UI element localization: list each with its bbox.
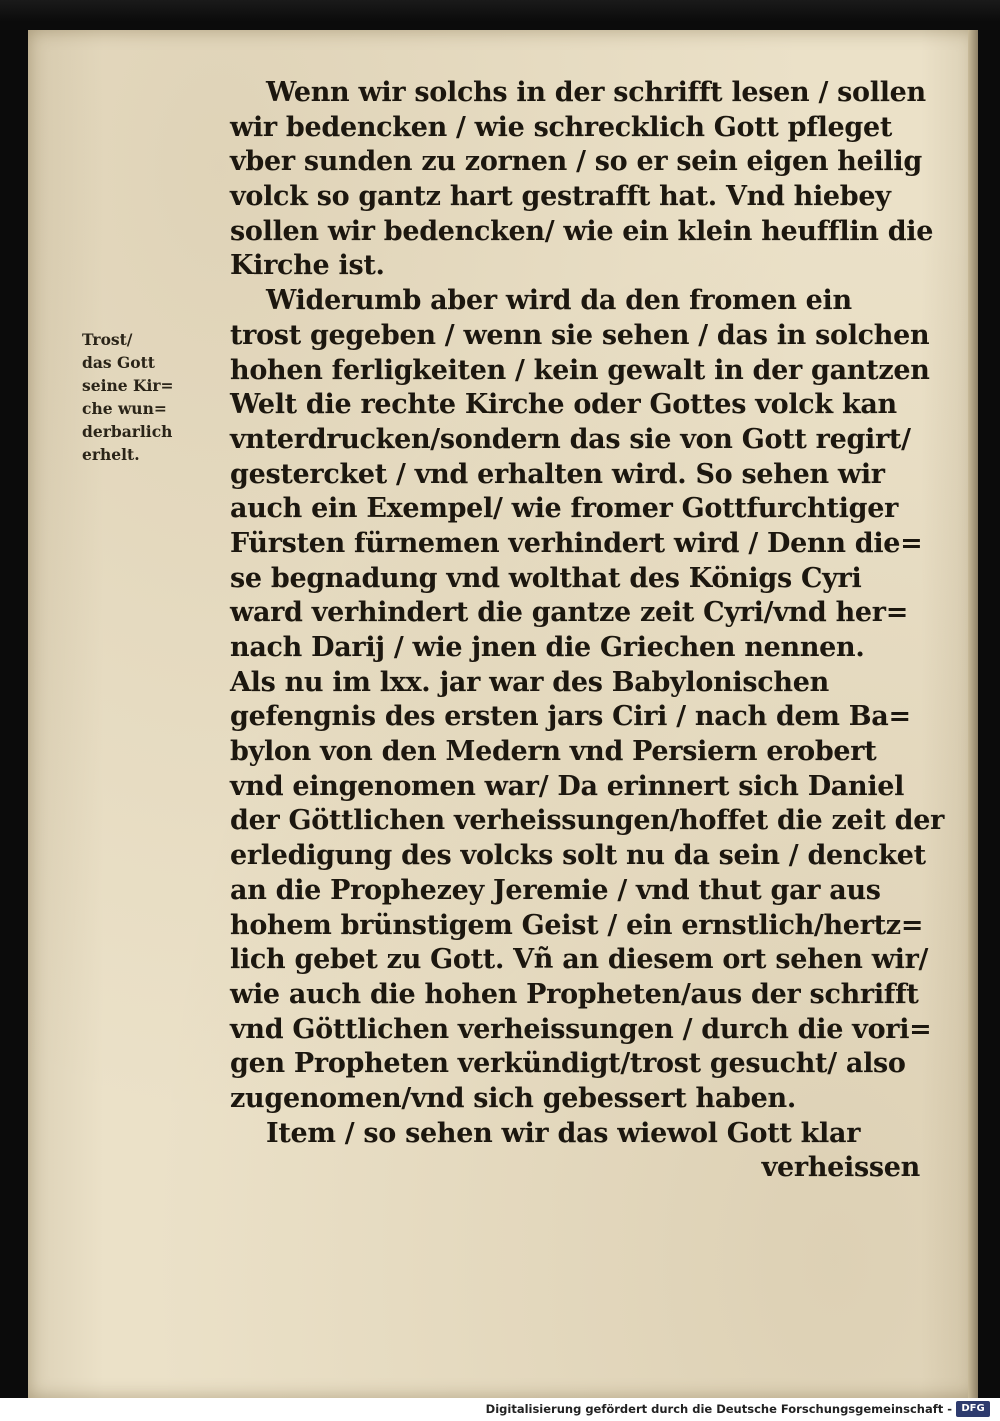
text-line: volck so gantz hart gestrafft hat. Vnd hiebey [230,181,891,213]
text-line: erledigung des volcks solt nu da sein / dencket [230,840,926,872]
text-line: gestercket / vnd erhalten wird. So sehen wir [230,458,885,490]
text-line: nach Darij / wie jnen die Griechen nennen. [230,632,865,663]
text-line: se begnadung vnd wolthat des Königs Cyri [230,562,862,594]
catchword: verheissen [761,1152,920,1184]
text-line: hohem brünstigem Geist / ein ernstlich/hertz= [230,909,924,941]
text-line: Fürsten fürnemen verhindert wird / Denn die= [230,527,923,559]
text-line: bylon von den Medern vnd Persiern erobert [230,736,877,768]
margin-note-line: che wun= [82,399,167,418]
text-line: vber sunden zu zornen / so er sein eigen heilig [230,146,922,178]
text-line: ward verhindert die gantze zeit Cyri/vnd her= [230,597,909,629]
text-line: trost gegeben / wenn sie sehen / das in solchen [230,319,930,351]
dfg-logo-icon: DFG [956,1401,990,1417]
text-line: lich gebet zu Gott. Vñ an diesem ort sehen wir/ [230,944,929,976]
text-line: vnterdrucken/sondern das sie von Gott regirt/ [230,423,911,455]
text-line: sollen wir bedencken/ wie ein klein heufflin die [230,215,934,247]
margin-note-line: Trost/ [82,330,133,349]
body-text [230,76,945,1186]
footer-bar [0,1398,1000,1421]
text-line: vnd eingenomen war/ Da erinnert sich Daniel [230,770,905,802]
text-line: Widerumb aber wird da den fromen ein [266,285,852,317]
text-line: gen Propheten verkündigt/trost gesucht/ also [230,1048,906,1080]
margin-note-line: seine Kir= [82,376,174,395]
margin-note [82,328,232,466]
text-line: hohen ferligkeiten / kein gewalt in der gantzen [230,354,930,386]
text-line: Wenn wir solchs in der schrifft lesen / sollen [266,77,926,108]
text-line: wir bedencken / wie schrecklich Gott pfleget [230,111,893,143]
scan-top-edge [0,0,1000,22]
margin-note-line: das Gott [82,353,155,372]
text-line: auch ein Exempel/ wie fromer Gottfurchtiger [230,493,899,525]
text-line: Kirche ist. [230,250,385,282]
text-line: Item / so sehen wir das wiewol Gott klar [266,1117,861,1149]
text-line: Als nu im lxx. jar war des Babylonischen [230,666,829,698]
margin-note-line: erhelt. [82,445,140,464]
page-edge [968,30,978,1398]
text-line: Welt die rechte Kirche oder Gottes volck kan [230,389,897,421]
text-line: der Göttlichen verheissungen/hoffet die zeit der [230,805,945,837]
text-line: vnd Göttlichen verheissungen / durch die vori= [230,1013,932,1045]
text-line: wie auch die hohen Propheten/aus der schrifft [230,978,919,1010]
margin-note-line: derbarlich [82,422,173,441]
funding-credit: Digitalisierung gefördert durch die Deutsche Forschungsgemeinschaft - [485,1402,952,1416]
text-line: gefengnis des ersten jars Ciri / nach dem Ba= [230,701,911,733]
text-line: an die Prophezey Jeremie / vnd thut gar aus [230,874,881,906]
text-line: zugenomen/vnd sich gebessert haben. [230,1082,796,1114]
